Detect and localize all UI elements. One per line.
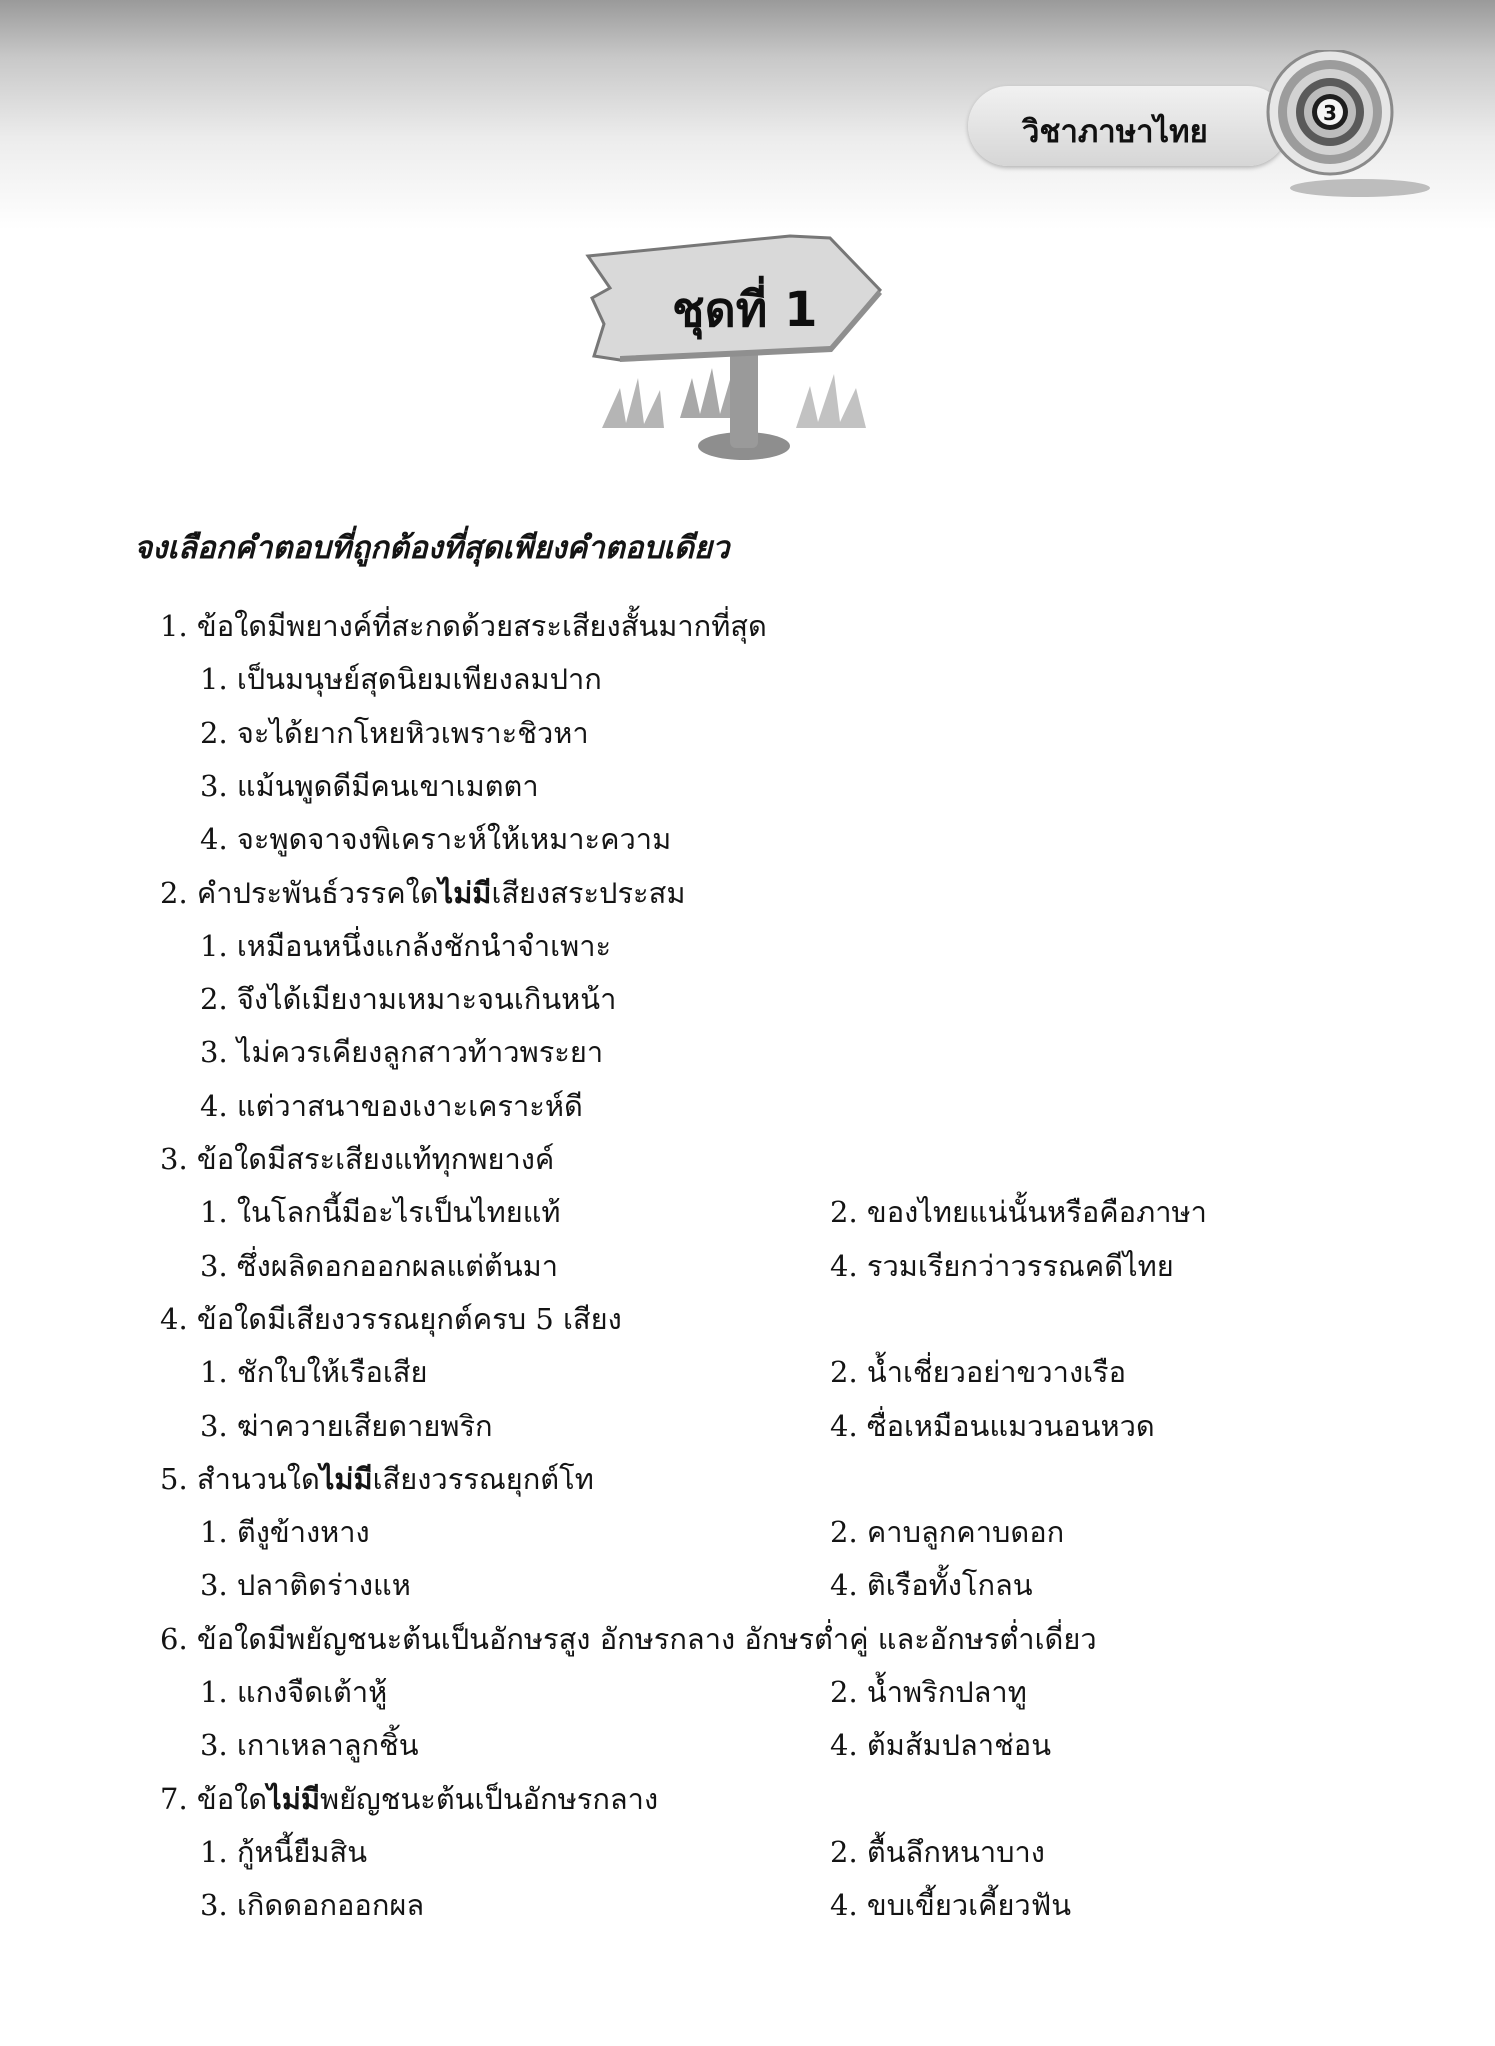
option-6-3: 3. เกาเหลาลูกชิ้น [200, 1728, 419, 1763]
question-number: 6. [160, 1621, 197, 1656]
option-1-4: 4. จะพูดจาจงพิเคราะห์ให้เหมาะความ [200, 822, 672, 857]
option-4-4: 4. ซื่อเหมือนแมวนอนหวด [830, 1408, 1155, 1443]
option-2-2: 2. จึงได้เมียงามเหมาะจนเกินหน้า [200, 982, 617, 1017]
option-6-1: 1. แกงจืดเต้าหู้ [200, 1675, 388, 1709]
option-5-4: 4. ติเรือทั้งโกลน [830, 1568, 1033, 1603]
question-7 [160, 1779, 658, 1819]
option-6-4: 4. ต้มส้มปลาช่อน [830, 1728, 1052, 1763]
option-7-1: 1. กู้หนี้ยืมสิน [200, 1834, 368, 1869]
question-text: ข้อใดมีพยางค์ที่สะกดด้วยสระเสียงสั้นมากที่สุด [196, 609, 767, 643]
option-3-2: 2. ของไทยแน่นั้นหรือคือภาษา [830, 1195, 1207, 1230]
question-4 [160, 1299, 622, 1339]
option-1-1: 1. เป็นมนุษย์สุดนิยมเพียงลมปาก [200, 662, 602, 697]
option-4-1: 1. ชักใบให้เรือเสีย [200, 1355, 428, 1390]
question-number: 3. [160, 1142, 197, 1176]
question-5 [160, 1459, 594, 1499]
question-text: ข้อใดมีสระเสียงแท้ทุกพยางค์ [196, 1142, 555, 1176]
option-7-4: 4. ขบเขี้ยวเคี้ยวฟัน [830, 1888, 1072, 1923]
question-number: 1. [160, 609, 197, 643]
page-number: 3 [1323, 101, 1337, 125]
question-2 [160, 873, 685, 913]
question-text: เสียงวรรณยุกต์โท [372, 1461, 594, 1496]
question-text: พยัญชนะต้นเป็นอักษรกลาง [319, 1781, 659, 1816]
question-text: ข้อใดมีเสียงวรรณยุกต์ครบ 5 เสียง [196, 1301, 622, 1336]
instruction-text: จงเลือกคำตอบที่ถูกต้องที่สุดเพียงคำตอบเดียว [134, 530, 730, 566]
set-title: ชุดที่ 1 [672, 282, 818, 338]
question-text: ข้อใด [196, 1781, 268, 1816]
question-text: สำนวนใด [196, 1461, 320, 1496]
subject-label: วิชาภาษาไทย [1022, 114, 1208, 150]
option-3-4: 4. รวมเรียกว่าวรรณคดีไทย [830, 1248, 1174, 1283]
question-number: 7. [160, 1781, 197, 1816]
option-2-4: 4. แต่วาสนาของเงาะเคราะห์ดี [200, 1088, 583, 1123]
question-text: ข้อใดมีพยัญชนะต้นเป็นอักษรสูง อักษรกลาง อักษรต่ำคู่ และอักษรต่ำเดี่ยว [196, 1621, 1097, 1656]
emphasis-text: ไม่มี [319, 1461, 373, 1496]
question-text: คำประพันธ์วรรคใด [196, 875, 439, 910]
emphasis-text: ไม่มี [267, 1781, 320, 1816]
option-2-3: 3. ไม่ควรเคียงลูกสาวท้าวพระยา [200, 1035, 604, 1070]
option-5-3: 3. ปลาติดร่างแห [200, 1568, 411, 1603]
question-number: 2. [160, 875, 197, 910]
option-3-3: 3. ซึ่งผลิดอกออกผลแต่ต้นมา [200, 1248, 559, 1283]
option-5-2: 2. คาบลูกคาบดอก [830, 1515, 1065, 1550]
option-7-3: 3. เกิดดอกออกผล [200, 1888, 425, 1923]
option-1-2: 2. จะได้ยากโหยหิวเพราะชิวหา [200, 715, 589, 750]
option-3-1: 1. ในโลกนี้มีอะไรเป็นไทยแท้ [200, 1195, 561, 1230]
emphasis-text: ไม่มี [438, 875, 492, 910]
option-2-1: 1. เหมือนหนึ่งแกล้งชักนำจำเพาะ [200, 928, 612, 963]
question-number: 5. [160, 1461, 197, 1496]
question-text: เสียงสระประสม [491, 875, 686, 910]
option-6-2: 2. น้ำพริกปลาทู [830, 1675, 1027, 1709]
option-4-2: 2. น้ำเชี่ยวอย่าขวางเรือ [830, 1355, 1127, 1390]
option-5-1: 1. ตีงูข้างหาง [200, 1515, 370, 1550]
question-3 [160, 1139, 554, 1179]
option-1-3: 3. แม้นพูดดีมีคนเขาเมตตา [200, 768, 539, 803]
option-4-3: 3. ฆ่าควายเสียดายพริก [200, 1408, 493, 1443]
question-6 [160, 1619, 1097, 1659]
option-7-2: 2. ตื้นลึกหนาบาง [830, 1834, 1045, 1869]
question-number: 4. [160, 1301, 197, 1336]
question-1 [160, 606, 767, 646]
